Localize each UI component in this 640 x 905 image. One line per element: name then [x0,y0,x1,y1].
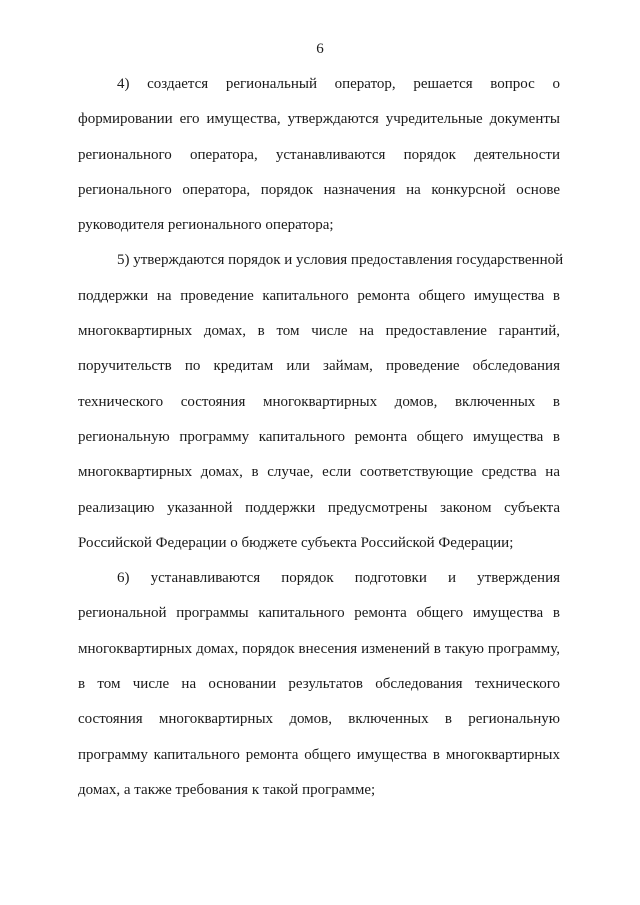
paragraph-item-6 [78,568,560,815]
text-line: домах, а также требования к такой программе; [78,781,376,798]
paragraph-item-5 [78,250,564,568]
text-line: реализацию указанной поддержки предусмотрены законом субъекта [78,499,560,516]
text-line: 4) создается региональный оператор, решается вопрос о [117,76,560,92]
text-line: поручительств по кредитам или займам, проведение обследования [78,358,560,375]
text-line: региональную программу капитального ремонта общего имущества в [78,428,560,445]
text-line: программу капитального ремонта общего имущества в многоквартирных [78,746,560,763]
text-line: состояния многоквартирных домов, включенных в региональную [78,711,560,728]
text-line: 5) утверждаются порядок и условия предоставления государственной [117,252,564,269]
text-line: многоквартирных домах, порядок внесения изменений в такую программу, [78,640,560,657]
text-line: 6) устанавливаются порядок подготовки и утверждения [117,570,560,587]
text-line: поддержки на проведение капитального ремонта общего имущества в [78,287,560,304]
text-line: регионального оператора, порядок назначения на конкурсной основе [78,181,560,198]
page-number: 6 [316,41,324,57]
text-line: в том числе на основании результатов обследования технического [78,676,560,693]
document-body [78,74,564,815]
text-line: многоквартирных домах, в том числе на предоставление гарантий, [78,323,560,340]
text-line: регионального оператора, устанавливаются порядок деятельности [78,146,560,163]
text-line: Российской Федерации о бюджете субъекта Российской Федерации; [78,534,514,551]
text-line: руководителя регионального оператора; [78,217,334,234]
text-line: формировании его имущества, утверждаются учредительные документы [78,111,560,128]
text-line: технического состояния многоквартирных домов, включенных в [78,393,560,410]
text-line: многоквартирных домах, в случае, если соответствующие средства на [78,464,560,481]
text-line: региональной программы капитального ремонта общего имущества в [78,605,560,622]
paragraph-item-4 [78,74,560,250]
